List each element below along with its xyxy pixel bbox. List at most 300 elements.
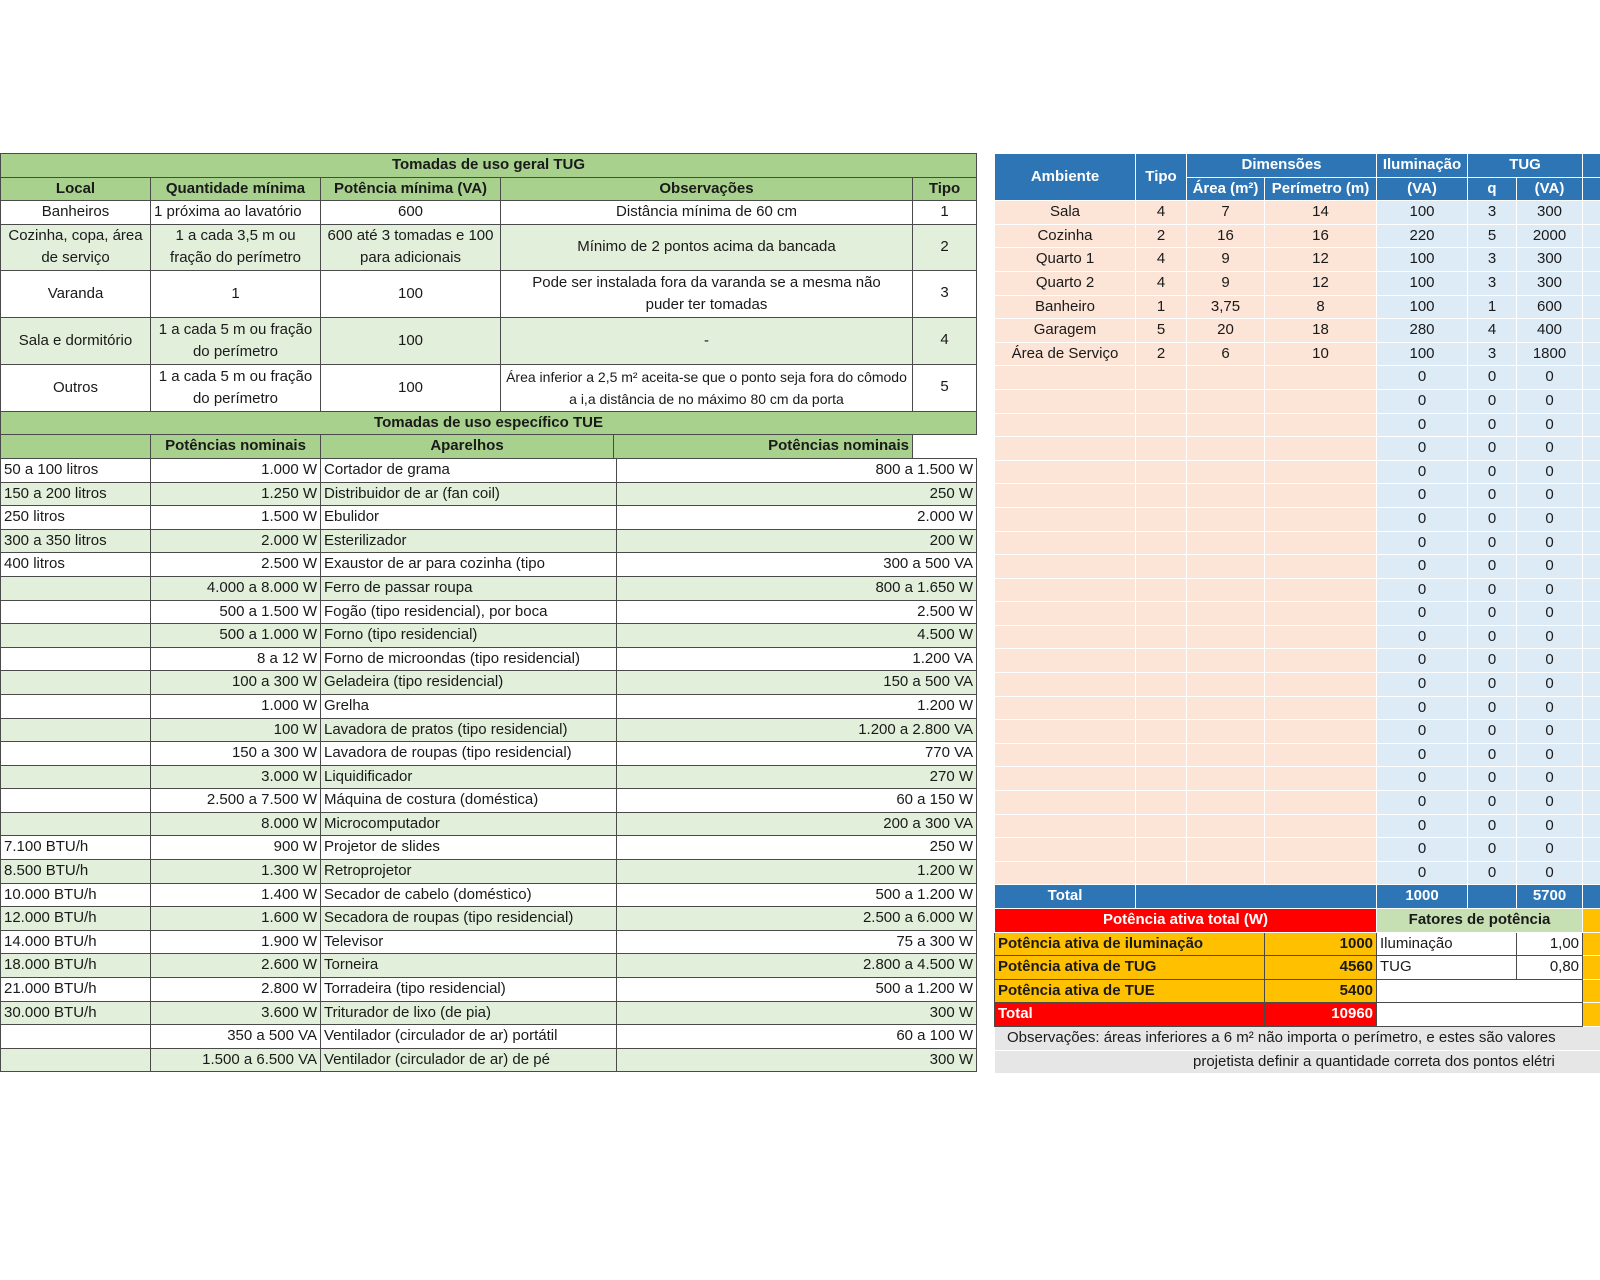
tug-row <box>1 224 977 270</box>
calc-tug: 600 <box>1517 295 1583 319</box>
calc-q: 0 <box>1468 555 1517 579</box>
calc-q: 0 <box>1468 578 1517 602</box>
calc-header-ambiente: Ambiente <box>995 154 1136 201</box>
tue-power-2: 60 a 150 W <box>896 791 974 809</box>
calc-iluminacao: 100 <box>1377 248 1468 272</box>
tue-power-1: 1.000 W <box>151 458 321 482</box>
tue-title: Tomadas de uso específico TUE <box>1 411 977 435</box>
calc-tug: 0 <box>1517 814 1583 838</box>
obs-line-2: projetista definir a quantidade correta dos pontos elétri <box>995 1050 1600 1074</box>
potencia-label: Potência ativa de iluminação <box>995 932 1265 956</box>
calc-perimetro: 14 <box>1265 201 1377 225</box>
tue-row <box>1 506 977 530</box>
calc-ambiente: Garagem <box>995 319 1136 343</box>
tue-capacity: 18.000 BTU/h <box>1 954 151 978</box>
calc-tug: 0 <box>1517 460 1583 484</box>
tue-capacity: 300 a 350 litros <box>1 529 151 553</box>
tue-power-2: 2.500 W <box>917 602 974 620</box>
calc-row-empty <box>995 720 1600 744</box>
tue-appliance: Grelha <box>321 695 617 718</box>
calc-q: 3 <box>1468 201 1517 225</box>
tue-power-1: 100 W <box>151 718 321 742</box>
tue-capacity <box>1 624 151 648</box>
tue-appliance: Secadora de roupas (tipo residencial) <box>321 907 617 930</box>
tue-capacity <box>1 742 151 766</box>
calc-q: 4 <box>1468 319 1517 343</box>
tug-local: Sala e dormitório <box>1 317 151 364</box>
tug-obs: Mínimo de 2 pontos acima da bancada <box>501 224 913 270</box>
tue-header-pot1: Potências nominais <box>151 435 321 459</box>
tug-row <box>1 201 977 225</box>
fatores-title: Fatores de potência <box>1377 909 1583 933</box>
calc-iluminacao: 0 <box>1377 791 1468 815</box>
tue-capacity: 21.000 BTU/h <box>1 978 151 1002</box>
tug-header-obs: Observações <box>501 177 913 201</box>
calc-tug: 300 <box>1517 201 1583 225</box>
tue-power-1: 350 a 500 VA <box>151 1025 321 1049</box>
tue-appliance: Cortador de grama <box>321 459 617 482</box>
calc-q: 0 <box>1468 437 1517 461</box>
tue-row <box>1 765 977 789</box>
calc-q: 0 <box>1468 389 1517 413</box>
calc-ambiente: Quarto 2 <box>995 271 1136 295</box>
calc-total-tug: 5700 <box>1517 885 1583 909</box>
calc-tipo: 4 <box>1136 248 1187 272</box>
potencia-total-label: Total <box>995 1003 1265 1027</box>
tue-power-2: 800 a 1.650 W <box>875 578 974 596</box>
calc-row-empty <box>995 366 1600 390</box>
calc-tug: 0 <box>1517 437 1583 461</box>
calc-iluminacao: 0 <box>1377 366 1468 390</box>
tue-power-1: 900 W <box>151 836 321 860</box>
tue-row <box>1 671 977 695</box>
tug-pot: 100 <box>321 364 501 411</box>
potencia-row <box>995 956 1600 980</box>
tue-power-1: 4.000 a 8.000 W <box>151 576 321 600</box>
calc-q: 0 <box>1468 413 1517 437</box>
tug-pot: 100 <box>321 317 501 364</box>
tug-qtd: 1 próxima ao lavatório <box>151 201 321 225</box>
tue-power-2: 200 a 300 VA <box>883 814 974 832</box>
tue-capacity: 8.500 BTU/h <box>1 860 151 884</box>
calc-tipo: 2 <box>1136 342 1187 366</box>
calc-tug: 400 <box>1517 319 1583 343</box>
calc-tug: 0 <box>1517 720 1583 744</box>
calc-area: 6 <box>1187 342 1265 366</box>
tue-power-2: 60 a 100 W <box>896 1027 974 1045</box>
tue-row <box>1 883 977 907</box>
calc-row-empty <box>995 484 1600 508</box>
calc-row-empty <box>995 767 1600 791</box>
tue-power-1: 3.600 W <box>151 1001 321 1025</box>
tue-appliance: Microcomputador <box>321 813 617 836</box>
tue-power-1: 8 a 12 W <box>151 647 321 671</box>
tue-row <box>1 860 977 884</box>
tug-local: Cozinha, copa, área de serviço <box>1 224 151 270</box>
calc-header-ilum-unit: (VA) <box>1377 177 1468 201</box>
tue-capacity <box>1 600 151 624</box>
calc-iluminacao: 0 <box>1377 625 1468 649</box>
calc-iluminacao: 0 <box>1377 720 1468 744</box>
tue-row <box>1 978 977 1002</box>
calc-q: 0 <box>1468 460 1517 484</box>
calc-iluminacao: 0 <box>1377 437 1468 461</box>
calc-header-area: Área (m²) <box>1187 177 1265 201</box>
tue-row <box>1 600 977 624</box>
calc-ambiente: Quarto 1 <box>995 248 1136 272</box>
tue-appliance: Ventilador (circulador de ar) portátil <box>321 1025 617 1048</box>
tue-capacity: 10.000 BTU/h <box>1 883 151 907</box>
tue-appliance: Ventilador (circulador de ar) de pé <box>321 1049 617 1072</box>
potencia-header-row <box>995 909 1600 933</box>
tue-power-2: 2.800 a 4.500 W <box>862 956 974 974</box>
tug-qtd: 1 <box>151 270 321 317</box>
tue-row <box>1 553 977 577</box>
tue-power-1: 1.900 W <box>151 930 321 954</box>
tue-power-1: 500 a 1.500 W <box>151 600 321 624</box>
calc-area: 9 <box>1187 248 1265 272</box>
tue-capacity <box>1 789 151 813</box>
tug-header-local: Local <box>1 177 151 201</box>
calc-q: 0 <box>1468 649 1517 673</box>
calc-q: 0 <box>1468 366 1517 390</box>
tug-row <box>1 317 977 364</box>
calc-row-empty <box>995 578 1600 602</box>
calc-tug: 0 <box>1517 767 1583 791</box>
calc-tug: 0 <box>1517 649 1583 673</box>
tue-capacity <box>1 671 151 695</box>
tue-row <box>1 1025 977 1049</box>
tue-power-2: 200 W <box>929 531 974 549</box>
calc-row-empty <box>995 531 1600 555</box>
calc-q: 0 <box>1468 814 1517 838</box>
tue-capacity <box>1 1048 151 1072</box>
calc-row-empty <box>995 625 1600 649</box>
calc-iluminacao: 0 <box>1377 555 1468 579</box>
tue-row <box>1 718 977 742</box>
tue-row <box>1 458 977 482</box>
calc-row-empty <box>995 673 1600 697</box>
calc-iluminacao: 0 <box>1377 838 1468 862</box>
calc-iluminacao: 220 <box>1377 224 1468 248</box>
calc-iluminacao: 100 <box>1377 342 1468 366</box>
tug-tipo: 5 <box>913 364 977 411</box>
tue-capacity <box>1 647 151 671</box>
tue-power-2: 270 W <box>929 767 974 785</box>
calc-row <box>995 295 1600 319</box>
calc-area: 20 <box>1187 319 1265 343</box>
tue-power-1: 8.000 W <box>151 812 321 836</box>
tue-power-2: 150 a 500 VA <box>883 673 974 691</box>
tug-local: Banheiros <box>1 201 151 225</box>
calc-iluminacao: 0 <box>1377 649 1468 673</box>
calc-iluminacao: 100 <box>1377 295 1468 319</box>
tue-capacity <box>1 1025 151 1049</box>
tue-appliance: Forno (tipo residencial) <box>321 624 617 647</box>
tue-capacity <box>1 765 151 789</box>
calc-tug: 0 <box>1517 555 1583 579</box>
tue-power-2: 4.500 W <box>917 626 974 644</box>
tue-appliance: Secador de cabelo (doméstico) <box>321 884 617 907</box>
calc-row <box>995 319 1600 343</box>
calc-row-empty <box>995 507 1600 531</box>
calc-tug: 0 <box>1517 696 1583 720</box>
calc-q: 0 <box>1468 696 1517 720</box>
tue-row <box>1 930 977 954</box>
calc-tug: 300 <box>1517 248 1583 272</box>
tue-power-1: 1.600 W <box>151 907 321 931</box>
calc-iluminacao: 0 <box>1377 531 1468 555</box>
tue-power-2: 1.200 W <box>917 696 974 714</box>
calc-iluminacao: 0 <box>1377 602 1468 626</box>
calc-row <box>995 248 1600 272</box>
tue-capacity <box>1 694 151 718</box>
tug-header-pot: Potência mínima (VA) <box>321 177 501 201</box>
tue-row <box>1 907 977 931</box>
tue-appliance: Distribuidor de ar (fan coil) <box>321 483 617 506</box>
potencia-row <box>995 932 1600 956</box>
calc-tug: 0 <box>1517 507 1583 531</box>
tue-appliance: Exaustor de ar para cozinha (tipo <box>321 553 617 576</box>
potencia-value: 4560 <box>1265 956 1377 980</box>
calc-iluminacao: 0 <box>1377 814 1468 838</box>
tue-appliance: Máquina de costura (doméstica) <box>321 789 617 812</box>
tue-power-2: 250 W <box>929 484 974 502</box>
tue-appliance: Torneira <box>321 954 617 977</box>
tue-capacity <box>1 576 151 600</box>
calc-row-empty <box>995 814 1600 838</box>
tue-capacity: 50 a 100 litros <box>1 458 151 482</box>
calc-q: 0 <box>1468 507 1517 531</box>
tue-power-1: 1.500 W <box>151 506 321 530</box>
tug-tue-table <box>0 153 977 1072</box>
calc-tug: 1800 <box>1517 342 1583 366</box>
tue-power-1: 1.400 W <box>151 883 321 907</box>
calc-perimetro: 8 <box>1265 295 1377 319</box>
tug-header-tipo: Tipo <box>913 177 977 201</box>
tug-pot: 600 <box>321 201 501 225</box>
calc-row-empty <box>995 861 1600 885</box>
fator-value: 1,00 <box>1517 932 1583 956</box>
tue-row <box>1 1001 977 1025</box>
tug-local: Varanda <box>1 270 151 317</box>
calc-row <box>995 271 1600 295</box>
tue-power-1: 100 a 300 W <box>151 671 321 695</box>
tue-power-2: 1.200 W <box>917 862 974 880</box>
calc-header-iluminacao: Iluminação <box>1377 154 1468 178</box>
calc-iluminacao: 0 <box>1377 861 1468 885</box>
calc-tipo: 5 <box>1136 319 1187 343</box>
tue-power-2: 500 a 1.200 W <box>875 885 974 903</box>
tue-capacity: 14.000 BTU/h <box>1 930 151 954</box>
calc-row-empty <box>995 389 1600 413</box>
tug-tipo: 1 <box>913 201 977 225</box>
calc-tug: 0 <box>1517 366 1583 390</box>
calc-q: 0 <box>1468 673 1517 697</box>
calc-q: 0 <box>1468 861 1517 885</box>
calc-row-empty <box>995 791 1600 815</box>
calc-row-empty <box>995 413 1600 437</box>
tue-power-1: 2.500 a 7.500 W <box>151 789 321 813</box>
tue-row <box>1 836 977 860</box>
calc-perimetro: 12 <box>1265 248 1377 272</box>
tue-power-2: 300 W <box>929 1050 974 1068</box>
tue-power-1: 1.250 W <box>151 482 321 506</box>
potencia-total-value: 10960 <box>1265 1003 1377 1027</box>
tue-row <box>1 624 977 648</box>
tue-capacity <box>1 718 151 742</box>
tue-power-2: 1.200 a 2.800 VA <box>858 720 974 738</box>
calc-q: 0 <box>1468 838 1517 862</box>
tue-power-2: 1.200 VA <box>912 649 974 667</box>
tue-capacity <box>1 812 151 836</box>
tug-tipo: 2 <box>913 224 977 270</box>
tug-obs: Distância mínima de 60 cm <box>501 201 913 225</box>
tue-capacity: 12.000 BTU/h <box>1 907 151 931</box>
tue-power-2: 75 a 300 W <box>896 932 974 950</box>
tue-power-1: 1.000 W <box>151 694 321 718</box>
tue-appliance: Triturador de lixo (de pia) <box>321 1002 617 1025</box>
calc-total-row <box>995 885 1600 909</box>
tue-capacity: 7.100 BTU/h <box>1 836 151 860</box>
calc-tipo: 1 <box>1136 295 1187 319</box>
calc-q: 0 <box>1468 791 1517 815</box>
calc-total-label: Total <box>995 885 1136 909</box>
tue-row <box>1 647 977 671</box>
calc-ambiente: Sala <box>995 201 1136 225</box>
tue-appliance: Torradeira (tipo residencial) <box>321 978 617 1001</box>
fator-label: TUG <box>1377 956 1517 980</box>
calc-row-empty <box>995 437 1600 461</box>
tue-capacity: 250 litros <box>1 506 151 530</box>
tue-power-1: 1.300 W <box>151 860 321 884</box>
calc-iluminacao: 0 <box>1377 767 1468 791</box>
calc-ambiente: Banheiro <box>995 295 1136 319</box>
tue-power-1: 2.500 W <box>151 553 321 577</box>
tue-appliance: Ebulidor <box>321 506 617 529</box>
tue-capacity: 150 a 200 litros <box>1 482 151 506</box>
calc-iluminacao: 0 <box>1377 743 1468 767</box>
calc-row-empty <box>995 696 1600 720</box>
tue-appliance: Esterilizador <box>321 530 617 553</box>
calc-iluminacao: 100 <box>1377 271 1468 295</box>
tug-obs: Pode ser instalada fora da varanda se a mesma não puder ter tomadas <box>501 270 913 317</box>
tug-tipo: 3 <box>913 270 977 317</box>
tue-power-1: 500 a 1.000 W <box>151 624 321 648</box>
fator-value: 0,80 <box>1517 956 1583 980</box>
tue-header-aparelhos: Aparelhos <box>321 435 614 458</box>
calc-row-empty <box>995 743 1600 767</box>
calc-tug: 0 <box>1517 389 1583 413</box>
calc-iluminacao: 0 <box>1377 484 1468 508</box>
calc-q: 0 <box>1468 484 1517 508</box>
calc-q: 3 <box>1468 271 1517 295</box>
calc-tug: 0 <box>1517 413 1583 437</box>
tue-power-1: 150 a 300 W <box>151 742 321 766</box>
calc-table <box>994 153 1600 1074</box>
tue-row <box>1 1048 977 1072</box>
tue-power-2: 770 VA <box>924 744 974 762</box>
tue-power-1: 2.600 W <box>151 954 321 978</box>
calc-iluminacao: 0 <box>1377 507 1468 531</box>
calc-tipo: 4 <box>1136 271 1187 295</box>
calc-area: 7 <box>1187 201 1265 225</box>
tue-appliance: Projetor de slides <box>321 836 617 859</box>
calc-iluminacao: 0 <box>1377 673 1468 697</box>
potencia-label: Potência ativa de TUE <box>995 979 1265 1003</box>
tue-appliance: Fogão (tipo residencial), por boca <box>321 601 617 624</box>
calc-iluminacao: 100 <box>1377 201 1468 225</box>
calc-header-tug: TUG <box>1468 154 1583 178</box>
calc-ambiente: Área de Serviço <box>995 342 1136 366</box>
tue-row <box>1 576 977 600</box>
calc-q: 5 <box>1468 224 1517 248</box>
calc-tug: 0 <box>1517 625 1583 649</box>
tue-row <box>1 742 977 766</box>
calc-perimetro: 16 <box>1265 224 1377 248</box>
tue-appliance: Retroprojetor <box>321 860 617 883</box>
calc-header-perimetro: Perímetro (m) <box>1265 177 1377 201</box>
calc-perimetro: 10 <box>1265 342 1377 366</box>
tue-power-2: 300 a 500 VA <box>883 555 974 573</box>
calc-row-empty <box>995 555 1600 579</box>
tue-appliance: Geladeira (tipo residencial) <box>321 671 617 694</box>
calc-tipo: 2 <box>1136 224 1187 248</box>
calc-q: 0 <box>1468 531 1517 555</box>
potencia-value: 1000 <box>1265 932 1377 956</box>
tue-header-blank <box>1 435 151 459</box>
potencia-label: Potência ativa de TUG <box>995 956 1265 980</box>
calc-header-tipo: Tipo <box>1136 154 1187 201</box>
tug-obs: Área inferior a 2,5 m² aceita-se que o ponto seja fora do cômodo a i,a distância de no máximo 80 cm da porta <box>501 364 913 411</box>
tue-row <box>1 954 977 978</box>
calc-area: 16 <box>1187 224 1265 248</box>
obs-row <box>995 1026 1600 1050</box>
calc-tug: 0 <box>1517 602 1583 626</box>
calc-iluminacao: 0 <box>1377 460 1468 484</box>
tue-appliance: Forno de microondas (tipo residencial) <box>321 648 617 671</box>
calc-perimetro: 12 <box>1265 271 1377 295</box>
calc-perimetro: 18 <box>1265 319 1377 343</box>
calc-area: 3,75 <box>1187 295 1265 319</box>
calc-tug: 0 <box>1517 531 1583 555</box>
calc-area: 9 <box>1187 271 1265 295</box>
calc-row <box>995 224 1600 248</box>
calc-row-empty <box>995 838 1600 862</box>
potencia-row <box>995 979 1600 1003</box>
tug-qtd: 1 a cada 5 m ou fração do perímetro <box>151 364 321 411</box>
calc-q: 1 <box>1468 295 1517 319</box>
tug-pot: 100 <box>321 270 501 317</box>
calc-q: 3 <box>1468 342 1517 366</box>
tue-row <box>1 482 977 506</box>
calc-row-empty <box>995 649 1600 673</box>
tug-qtd: 1 a cada 3,5 m ou fração do perímetro <box>151 224 321 270</box>
calc-tug: 0 <box>1517 484 1583 508</box>
tug-pot: 600 até 3 tomadas e 100 para adicionais <box>321 224 501 270</box>
calc-row <box>995 201 1600 225</box>
tug-title: Tomadas de uso geral TUG <box>1 154 977 178</box>
obs-line-1: Observações: áreas inferiores a 6 m² não importa o perímetro, e estes são valores <box>995 1026 1600 1050</box>
tug-qtd: 1 a cada 5 m ou fração do perímetro <box>151 317 321 364</box>
tue-power-1: 1.500 a 6.500 VA <box>151 1048 321 1072</box>
obs-row <box>995 1050 1600 1074</box>
calc-tug: 0 <box>1517 578 1583 602</box>
tue-row <box>1 694 977 718</box>
potencia-total-row <box>995 1003 1600 1027</box>
tue-appliance: Lavadora de roupas (tipo residencial) <box>321 742 617 765</box>
calc-tipo: 4 <box>1136 201 1187 225</box>
